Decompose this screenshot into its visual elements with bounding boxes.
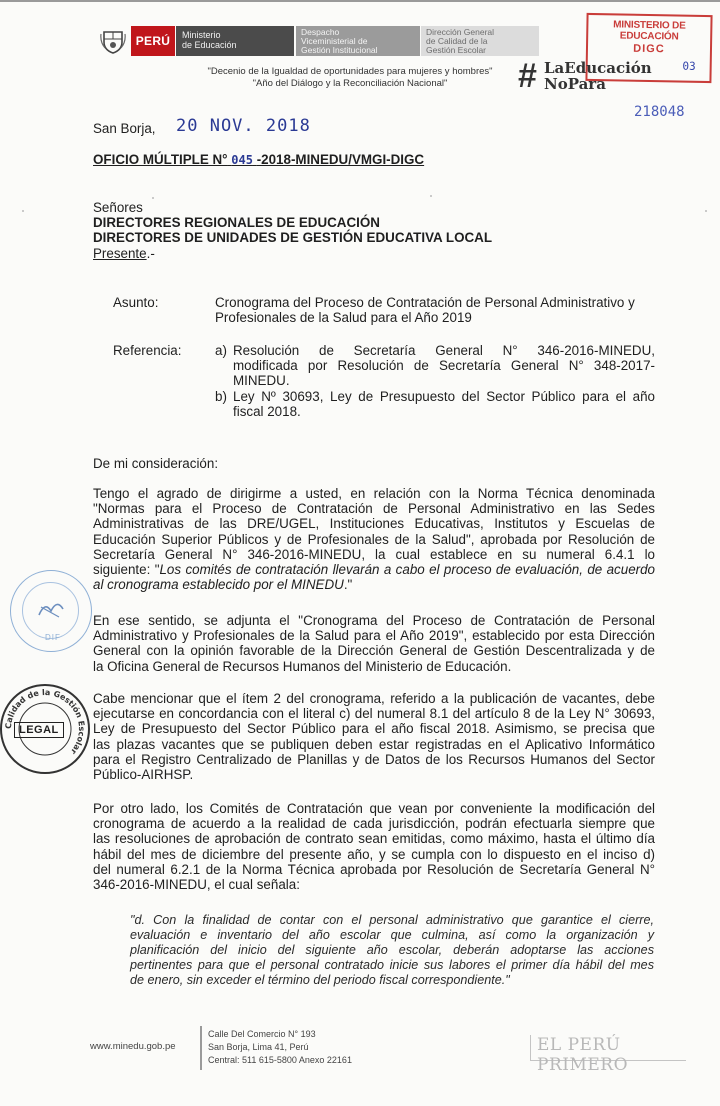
handwritten-date: 20 NOV. 2018 <box>176 116 311 136</box>
asunto-text: Cronograma del Proceso de Contratación de Personal Administrativo y Profesionales de la Salud para el Año 2019 <box>215 295 635 326</box>
header-direccion: Dirección General de Calidad de la Gestión Escolar <box>421 26 539 56</box>
consideracion: De mi consideración: <box>93 456 219 471</box>
paragraph-3: Cabe mencionar que el ítem 2 del cronograma, referido a la publicación de vacantes, debe ejecutarse en concordancia con el literal c) del numeral 8.1 del artículo 8 de la Ley N° 30693, Ley de Presupuesto del Sector Público para el año fiscal 2018. Asimismo, se precisa que las plazas vacantes que se publiquen deben estar registradas en el Aplicativo Informático para el Registro Centralizado de Planillas y de Datos de los Recursos Humanos del Sector Público-AIRHSP. <box>93 691 655 783</box>
registry-number: 218048 <box>634 104 685 120</box>
footer-divider <box>200 1026 202 1070</box>
ref-b-label: b) <box>215 389 227 404</box>
place-label: San Borja, <box>93 121 156 136</box>
presente-label: Presente.- <box>93 246 155 261</box>
header-ministerio: Ministerio de Educación <box>176 26 294 56</box>
hash-icon: # <box>518 57 537 95</box>
recipient-regional: DIRECTORES REGIONALES DE EDUCACIÓN <box>93 215 380 230</box>
oficio-number: 045 <box>231 153 253 167</box>
footer-slogan-logo: EL PERÚ PRIMERO <box>530 1035 686 1061</box>
minedu-reception-stamp: MINISTERIO DE EDUCACIÓN DIGC 03 <box>585 13 712 83</box>
top-border <box>0 0 720 2</box>
header-peru-label: PERÚ <box>131 26 175 56</box>
peru-coat-of-arms-icon <box>100 28 126 54</box>
stamp-number: 03 <box>682 59 696 73</box>
legal-label: LEGAL <box>14 722 64 738</box>
paragraph-1: Tengo el agrado de dirigirme a usted, en relación con la Norma Técnica denominada "Normas para el Proceso de Contratación de Personal Administrativo en las Sedes Administrativas de las DRE/UGEL, Instituciones Educativas, Institutos y Escuelas de Educación Superior Públicos y de Profesionales de la Salud", aprobada por Resolución de Secretaría General N° 346-2016-MINEDU, la cual establece en su numeral 6.4.1 lo siguiente: "Los comités de contratación llevarán a cabo el proceso de evaluación, de acuerdo al cronograma establecido por el MINEDU." <box>93 486 656 593</box>
footer-address: Calle Del Comercio N° 193 San Borja, Lima 41, Perú Central: 511 615-5800 Anexo 22161 <box>208 1029 352 1065</box>
ref-b-text: Ley Nº 30693, Ley de Presupuesto del Sector Público para el año fiscal 2018. <box>233 389 655 420</box>
recipient-ugel: DIRECTORES DE UNIDADES DE GESTIÓN EDUCATIVA LOCAL <box>93 230 493 245</box>
hashtag-education-stamp: # LaEducación NoPara <box>518 57 652 95</box>
ref-a-text: Resolución de Secretaría General N° 346-2016-MINEDU, modificada por Resolución de Secretaría General N° 348-2017- MINEDU. <box>233 343 655 389</box>
oficio-title: OFICIO MÚLTIPLE N° 045 -2018-MINEDU/VMGI-DIGC <box>93 152 425 167</box>
header-despacho: Despacho Viceministerial de Gestión Institucional <box>296 26 420 56</box>
paragraph-4: Por otro lado, los Comités de Contratación que vean por conveniente la modificación del cronograma de acuerdo a la realidad de cada jurisdicción, podrán efectuarla siempre que las resoluciones de aprobación de contrato sean emitidas, como máximo, hasta el último día hábil del mes de diciembre del presente año, y se cumpla con lo dispuesto en el inciso d) del numeral 6.2.1 de la Norma Técnica aprobada por Resolución de Secretaría General N° 346-2016-MINEDU, el cual señala: <box>93 801 655 893</box>
blue-reception-seal: DIF <box>10 570 92 652</box>
quoted-norm-text: "d. Con la finalidad de contar con el personal administrativo que garantice el cierre, evaluación e inventario del año escolar que culmina, así como la organización y planificación del inicio del siguiente año escolar, deberán adoptarse las acciones pertinentes para que el personal contratado inicie sus labores el primer día hábil del mes de enero, sin exceder el término del periodo fiscal correspondiente." <box>130 913 654 987</box>
asunto-label: Asunto: <box>113 295 159 310</box>
legal-office-seal <box>0 684 90 774</box>
footer-website: www.minedu.gob.pe <box>90 1041 176 1052</box>
paragraph-2: En ese sentido, se adjunta el "Cronograma del Proceso de Contratación de Personal Administrativo y Profesionales de la Salud para el Año 2019", establecido por esta Dirección General con la opinión favorable de la Dirección General de Gestión Descentralizada y de la Oficina General de Recursos Humanos del Ministerio de Educación. <box>93 613 655 674</box>
ref-a-label: a) <box>215 343 227 358</box>
referencia-label: Referencia: <box>113 343 182 358</box>
salutation: Señores <box>93 200 143 215</box>
decenio-motto: "Decenio de la Igualdad de oportunidades para mujeres y hombres" "Año del Diálogo y la Reconciliación Nacional" <box>207 66 493 89</box>
svg-text:Calidad de la Gestión Escolar: Calidad de la Gestión Escolar <box>3 687 87 756</box>
